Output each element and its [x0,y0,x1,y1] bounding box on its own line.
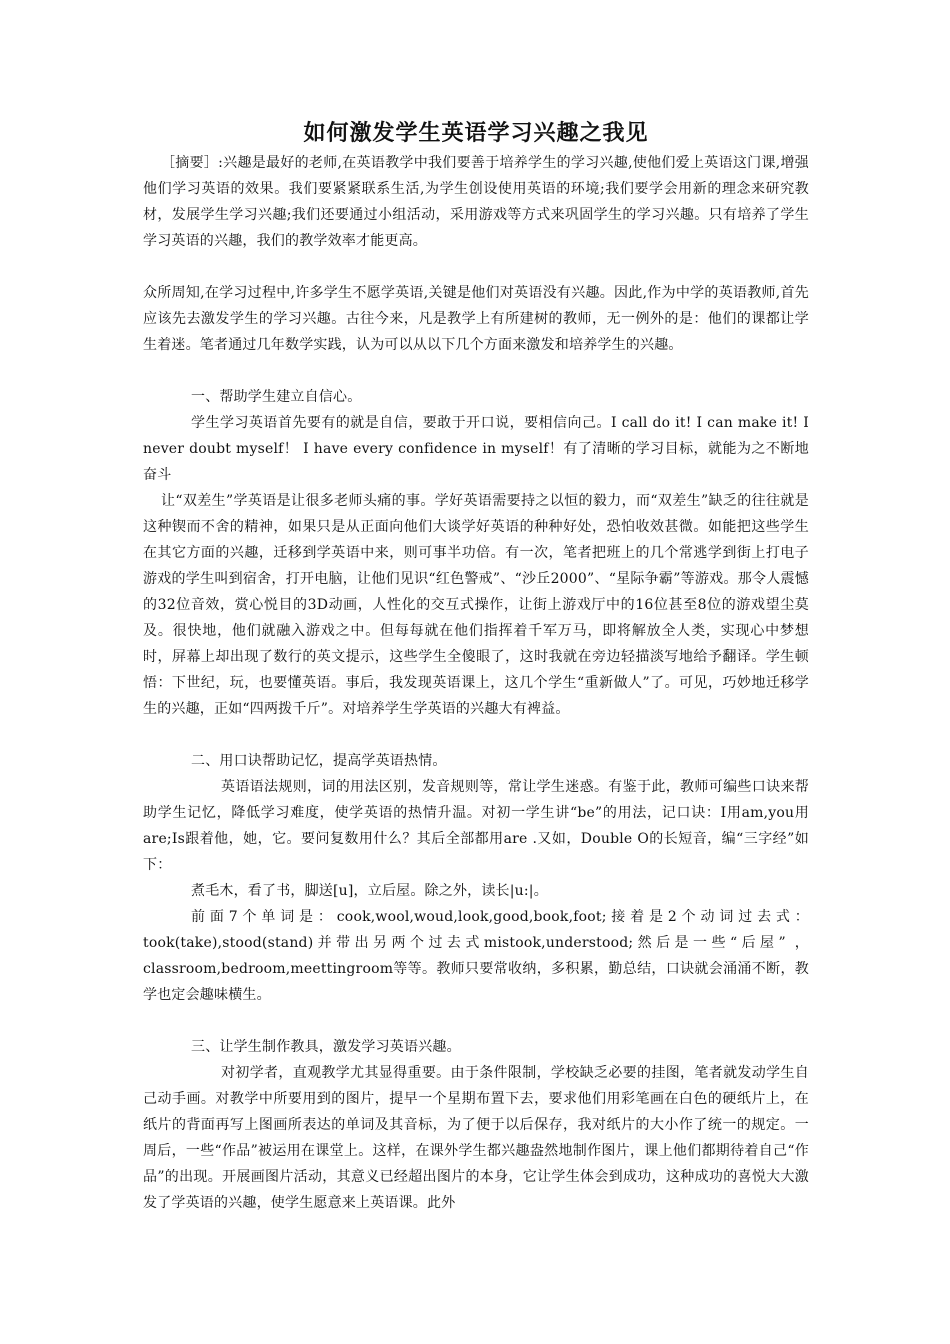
section2-paragraph-2: 煮毛木，看了书，脚送[u]，立后屋。除之外，读长|u:|。 [191,883,548,899]
section1-paragraph-1: 学生学习英语首先要有的就是自信，要敢于开口说，要相信向己。I call do it! I can make it! I never doubt myself！ I have every confidence in myself！有了清晰的学习目标，就能为之不断地奋斗 [143,415,809,483]
document-page [143,118,809,1216]
intro-paragraph: 众所周知,在学习过程中,许多学生不愿学英语,关键是他们对英语没有兴趣。因此,作为中学的英语教师,首先应该先去激发学生的学习兴趣。古往今来，凡是教学上有所建树的教师，无一例外的是：他们的课都让学生着迷。笔者通过几年数学实践，认为可以从以下几个方面来激发和培养学生的兴趣。 [143,285,809,353]
abstract-paragraph: ［摘要］:兴趣是最好的老师,在英语教学中我们要善于培养学生的学习兴趣,使他们爱上英语这门课,增强他们学习英语的效果。我们要紧紧联系生活,为学生创设使用英语的环境;我们要学会用新的理念来研究教材，发展学生学习兴趣;我们还要通过小组活动，采用游戏等方式来巩固学生的学习兴趣。只有培养了学生学习英语的兴趣，我们的教学效率才能更高。 [143,155,809,249]
section1-heading: 一、帮助学生建立自信心。 [191,389,362,405]
section1-paragraph-2: 让“双差生”学英语是让很多老师头痛的事。学好英语需要持之以恒的毅力，而“双差生”缺乏的往往就是这种锲而不舍的精神，如果只是从正面向他们大谈学好英语的种种好处，恐怕收效甚微。如能把这些学生在其它方面的兴趣，迁移到学英语中来，则可事半功倍。有一次，笔者把班上的几个常逃学到街上打电子游戏的学生叫到宿舍，打开电脑，让他们见识“红色警戒”、“沙丘2000”、“星际争霸”等游戏。那令人震憾的32位音效，赏心悦目的3D动画，人性化的交互式操作，让街上游戏厅中的16位甚至8位的游戏望尘莫及。很快地，他们就融入游戏之中。但每每就在他们指挥着千军万马，即将解放全人类，实现心中梦想时，屏幕上却出现了数行的英文提示，这些学生全傻眼了，这时我就在旁边轻描淡写地给予翻译。学生顿悟：下世纪，玩，也要懂英语。事后，我发现英语课上，这几个学生“重新做人”了。可见，巧妙地迁移学生的兴趣，正如“四两拨千斤”。对培养学生学英语的兴趣大有裨益。 [143,493,809,717]
section3-paragraph-1: 对初学者，直观教学尤其显得重要。由于条件限制，学校缺乏必要的挂图，笔者就发动学生自己动手画。对教学中所要用到的图片，提早一个星期布置下去，要求他们用彩笔画在白色的硬纸片上，在纸片的背面再写上图画所表达的单词及其音标，为了便于以后保存，我对纸片的大小作了统一的规定。一周后，一些“作品”被运用在课堂上。这样，在课外学生都兴趣盎然地制作图片，课上他们都期待着自己“作品”的出现。开展画图片活动，其意义已经超出图片的本身，它让学生体会到成功，这种成功的喜悦大大激发了学英语的兴趣，使学生愿意来上英语课。此外 [143,1065,809,1211]
document-title: 如何激发学生英语学习兴趣之我见 [303,120,649,146]
section2-paragraph-1: 英语语法规则，词的用法区别，发音规则等，常让学生迷惑。有鉴于此，教师可编些口诀来帮助学生记忆，降低学习难度，使学英语的热情升温。对初一学生讲“be”的用法，记口诀：I用am,you用are;Is跟着他，她，它。要问复数用什么？其后全部都用are .又如，Double O的长短音，编“三字经”如下： [143,779,809,873]
section3-heading: 三、让学生制作教具，激发学习英语兴趣。 [191,1039,461,1055]
section2-heading: 二、用口诀帮助记忆，提高学英语热情。 [191,753,447,769]
section2-paragraph-3: 前面7个单词是：cook,wool,woud,look,good,book,foot;接着是2个动词过去式：took(take),stood(stand)并带出另两个过去式mistook,understood;然后是一些“后屋” ，classroom,bedroom,meettingroom等等。教师只要常收纳，多积累，勤总结，口诀就会涌涌不断，教学也定会趣味横生。 [143,909,809,1003]
